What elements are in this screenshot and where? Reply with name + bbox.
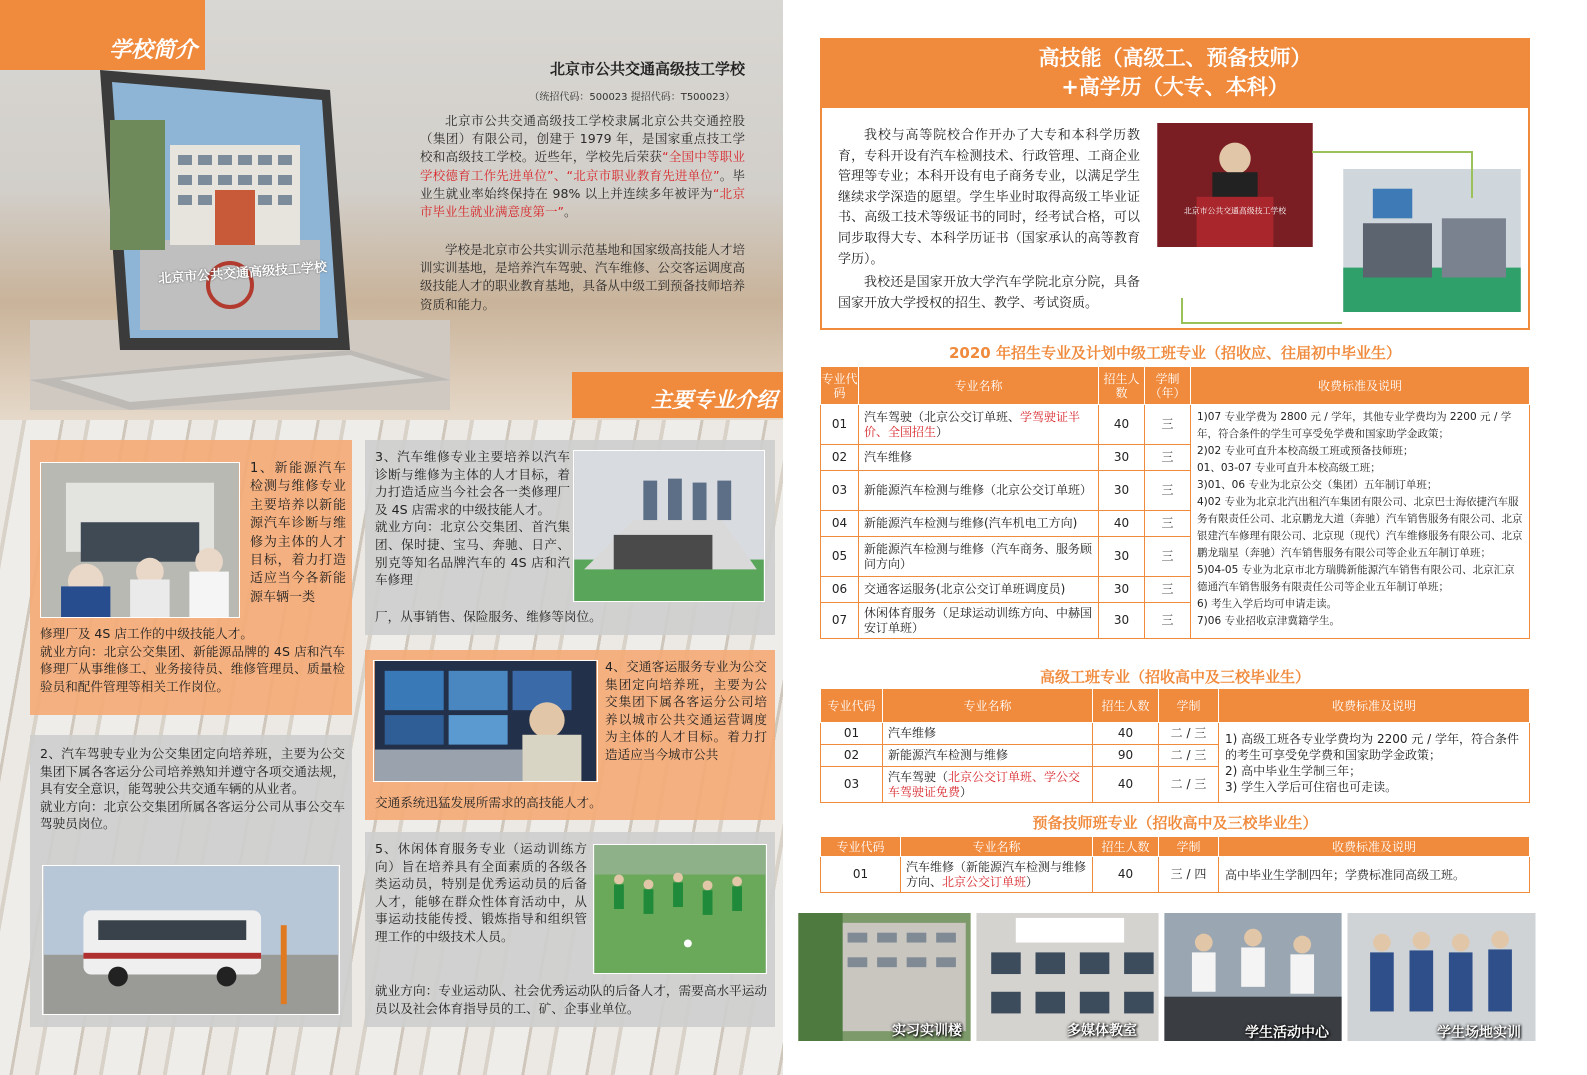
th-name: 专业名称 (859, 367, 1099, 405)
cell-code: 04 (821, 511, 859, 537)
section-title-advanced: 高级工班专业（招收高中及三校毕业生） (1039, 668, 1310, 686)
left-page (0, 0, 783, 1075)
majors-tab: 主要专业介绍 (572, 372, 783, 418)
cell-years: 二 / 三 (1159, 723, 1219, 745)
box5-bottom-text: 就业方向：专业运动队、社会优秀运动队的后备人才，需要高水平运动员以及社会体育指导员的工、矿、企事业单位。 (375, 983, 767, 1016)
hero-paragraph-1: 我校与高等院校合作开办了大专和本科学历教育，专科开设有汽车检测技术、行政管理、工商企业管理等专业；本科开设有电子商务专业，以满足学生继续求学深造的愿望。学生毕业时取得高级工毕业证书、高级工技术等级证书的同时，经考试合格，可以同步取得大专、本科学历证书（国家承认的高等教育学历）。 (838, 128, 1140, 267)
name-text: 汽车维修（新能源汽车检测与维修方向、 (906, 859, 1087, 889)
caption-training-building: 实习实训楼 (892, 1023, 962, 1039)
th-years: 学制 (1159, 837, 1219, 857)
box5-top-text: 5、休闲体育服务专业（运动训练方向）旨在培养具有全面素质的各级各类运动员，特别是优秀运动员的后备人才，能够在群众性体育活动中，从事运动技能传授、锻炼指导和组织管理工作的中级技术人员。 (375, 841, 587, 944)
hero-paragraph-2: 我校还是国家开放大学汽车学院北京分院，具备国家开放大学授权的招生、教学、考试资质。 (838, 275, 1140, 311)
table-row (821, 723, 1530, 745)
section-title-technician: 预备技师班专业（招收高中及三校毕业生） (1032, 814, 1318, 832)
cell-count: 40 (1093, 767, 1159, 803)
cell-count: 40 (1093, 723, 1159, 745)
name-text: 汽车驾驶（ (888, 769, 949, 784)
table-advanced (820, 688, 1530, 803)
caption-field-training: 学生场地实训 (1437, 1025, 1521, 1041)
box4-bottom-text: 交通系统迅猛发展所需求的高技能人才。 (375, 795, 602, 810)
th-note: 收费标准及说明 (1219, 689, 1530, 723)
hero-box (820, 108, 1530, 330)
note-line: 1)07 专业学费为 2800 元 / 学年，其他专业学费均为 2200 元 / 学年，符合条件的学生可享受免学费和国家助学金政策； (1197, 411, 1512, 440)
note-line: 2)02 专业可直升本校高级工班或预备技师班； (1197, 445, 1414, 457)
section-title-intermediate: 2020 年招生专业及计划中级工班专业（招收应、往届初中毕业生） (949, 344, 1401, 362)
laptop-illustration (30, 50, 450, 410)
cell-count: 30 (1099, 471, 1145, 511)
cell-count: 30 (1099, 445, 1145, 471)
caption-multimedia-classroom: 多媒体教室 (1067, 1023, 1137, 1039)
th-code: 专业代码 (821, 689, 883, 723)
table-header-row (821, 689, 1530, 723)
major-box-2 (30, 735, 352, 1027)
cell-count: 90 (1093, 745, 1159, 767)
cell-years: 三 (1145, 577, 1191, 603)
cell-code: 03 (821, 471, 859, 511)
box1-bottom-text: 修理厂及 4S 店工作的中级技能人才。 就业方向：北京公交集团、新能源品牌的 4S 店和汽车修理厂从事维修工、业务接待员、维修管理员、质量检验员和配件管理等相关工作岗位。 (40, 626, 345, 694)
name-tail: ） (1026, 874, 1039, 889)
cell-note (1219, 723, 1530, 803)
cell-years: 二 / 三 (1159, 745, 1219, 767)
box3-bottom-text: 厂，从事销售、保险服务、维修等岗位。 (375, 609, 602, 624)
cell-years: 二 / 三 (1159, 767, 1219, 803)
cell-code: 05 (821, 537, 859, 577)
laptop-sign-text: 北京市公共交通高级技工学校 (157, 260, 328, 287)
name-text: 汽车维修 (864, 450, 913, 464)
th-count: 招生人数 (1099, 367, 1145, 405)
name-text: 交通客运服务(北京公交订单班调度员) (864, 582, 1066, 596)
th-code: 专业代码 (821, 367, 859, 405)
note-line: 6) 考生入学后均可申请走读。 (1197, 598, 1338, 610)
th-name: 专业名称 (901, 837, 1093, 857)
note-line: 3)01、06 专业为北京公交（集团）五年制订单班； (1197, 479, 1438, 491)
football-photo (593, 844, 767, 974)
intro-text: 。毕业生就业率始终保持在 98% 以上并连续多年被评为 (420, 167, 745, 201)
cell-code: 01 (821, 723, 883, 745)
name-text: 汽车驾驶（北京公交订单班、 (864, 409, 1021, 424)
note-line: 01、03-07 专业可直升本校高级工班； (1197, 462, 1381, 474)
th-name: 专业名称 (883, 689, 1093, 723)
th-years: 学制（年） (1145, 367, 1191, 405)
cell-name (859, 405, 1099, 445)
note-line: 5)04-05 专业为北京市北方瑞腾新能源汽车销售有限公司、北京汇京德通汽车销售服务有限责任公司等企业五年制订单班； (1197, 564, 1515, 593)
name-highlight: 学驾驶证半价、全国招生 (864, 409, 1081, 439)
table-row (821, 857, 1530, 893)
cell-code: 01 (821, 405, 859, 445)
note-line: 7)06 专业招收京津冀籍学生。 (1197, 615, 1340, 627)
intro-paragraph-2: 学校是北京市公共实训示范基地和国家级高技能人才培训实训基地，是培养汽车驾驶、汽车维修、公交客运调度高级技能人才的职业教育基地，具备从中级工到预备技师培养资质和能力。 (420, 242, 746, 312)
th-count: 招生人数 (1093, 837, 1159, 857)
box1-top-text: 1、新能源汽车检测与维修专业主要培养以新能源汽车诊断与维修为主体的人才目标，着力打造适应当今各新能源车辆一类 (250, 461, 346, 605)
cell-note: 高中毕业生学制四年；学费标准同高级工班。 (1219, 857, 1530, 893)
cell-years: 三 (1145, 511, 1191, 537)
intro-highlight: “北京市毕业生就业满意度第一” (420, 185, 745, 220)
th-note: 收费标准及说明 (1219, 837, 1530, 857)
cell-name (901, 857, 1093, 893)
th-code: 专业代码 (821, 837, 901, 857)
cell-count: 30 (1099, 577, 1145, 603)
name-tail: ） (960, 784, 973, 799)
intro-paragraph-1 (420, 112, 745, 221)
cell-name (859, 603, 1099, 639)
cell-code: 03 (821, 767, 883, 803)
intro-highlight: “全国中等职业学校德育工作先进单位”、“北京市职业教育先进单位” (420, 149, 745, 183)
major-box-1 (30, 440, 352, 715)
box3-top-text: 3、汽车维修专业主要培养以汽车诊断与维修为主体的人才目标，着力打造适应当今社会各一类修理厂及 4S 店需求的中级技能人才。 就业方向：北京公交集团、首汽集团、保时捷、宝马、奔驰、日产、别克等知名品牌汽车的 4S 店和汽车修理 (375, 449, 570, 588)
major-box-4 (365, 650, 775, 820)
cell-code: 02 (821, 445, 859, 471)
major-box-5 (365, 832, 775, 1027)
name-text: 新能源汽车检测与维修 (888, 748, 1009, 762)
note-line: 2) 高中毕业生学制三年； (1225, 763, 1362, 778)
cell-name (883, 767, 1093, 803)
cell-name (859, 577, 1099, 603)
cell-name (859, 511, 1099, 537)
note-line: 1) 高级工班各专业学费均为 2200 元 / 学年，符合条件的考生可享受免学费和国家助学金政策； (1225, 731, 1519, 762)
school-code: （统招代码：500023 提招代码：T500023） (529, 92, 735, 103)
cell-count: 40 (1099, 405, 1145, 445)
name-text: 休闲体育服务（足球运动训练方向、中赫国安订单班） (864, 605, 1093, 635)
note-line: 4)02 专业为北京北汽出租汽车集团有限公司、北京巴士海依捷汽车服务有限责任公司、北京鹏龙大道（奔驰）汽车销售服务有限公司、北京银建汽车修理有限公司、北京现（现代）汽车维修服务有限公司、北京鹏龙瑞星（奔驰）汽车销售服务有限公司等企业五年制订单班； (1197, 496, 1523, 559)
cell-years: 三 (1145, 471, 1191, 511)
th-note: 收费标准及说明 (1191, 367, 1530, 405)
name-text: 新能源汽车检测与维修(汽车机电工方向) (864, 516, 1078, 530)
table-technician (820, 836, 1530, 893)
right-page (790, 0, 1587, 1075)
cell-name (883, 723, 1093, 745)
name-text: 新能源汽车检测与维修（北京公交订单班） (864, 483, 1093, 497)
cell-code: 02 (821, 745, 883, 767)
cell-code: 06 (821, 577, 859, 603)
table-header-row (821, 837, 1530, 857)
ev-repair-photo (40, 462, 240, 618)
th-years: 学制 (1159, 689, 1219, 723)
name-highlight: 北京公交订单班 (942, 874, 1027, 889)
cell-years: 三 (1145, 445, 1191, 471)
podium-sign: 北京市公共交通高级技工学校 (1183, 206, 1287, 216)
name-highlight: 北京公交订单班、学公交车驾驶证免费 (888, 769, 1081, 799)
intro-text: 北京市公共交通高级技工学校隶属北京公共交通控股（集团）有限公司，创建于 1979 年，是国家重点技工学校和高级技工学校。近些年，学校先后荣获 (420, 113, 745, 165)
cell-years: 三 / 四 (1159, 857, 1219, 893)
cell-count: 30 (1099, 537, 1145, 577)
cell-name (859, 445, 1099, 471)
note-line: 3) 学生入学后可住宿也可走读。 (1225, 779, 1398, 794)
hero-title-line-2: +高学历（大专、本科） (1061, 75, 1289, 99)
hero-title (820, 38, 1530, 108)
name-tail: ） (936, 424, 949, 439)
school-name: 北京市公共交通高级技工学校 (549, 60, 745, 78)
name-text: 汽车维修 (888, 726, 937, 740)
cell-code: 01 (821, 857, 901, 893)
table-row (821, 405, 1530, 445)
caption-student-activity: 学生活动中心 (1245, 1025, 1329, 1041)
name-text: 新能源汽车检测与维修（汽车商务、服务顾问方向） (864, 541, 1093, 571)
intro-tab: 学校简介 (0, 0, 205, 70)
cell-note (1191, 405, 1530, 639)
cell-count: 40 (1093, 857, 1159, 893)
cell-years: 三 (1145, 537, 1191, 577)
cell-count: 40 (1099, 511, 1145, 537)
major-box-3 (365, 440, 775, 635)
hero-title-line-1: 高技能（高级工、预备技师） (1038, 46, 1312, 70)
intro-text: 。 (563, 204, 577, 220)
th-count: 招生人数 (1093, 689, 1159, 723)
bus-photo (42, 865, 340, 1015)
cell-name (859, 471, 1099, 511)
cell-years: 三 (1145, 603, 1191, 639)
car-workshop-photo (573, 450, 765, 602)
cell-years: 三 (1145, 405, 1191, 445)
campus-photo-strip (797, 912, 1537, 1042)
cell-count: 30 (1099, 603, 1145, 639)
cell-name (883, 745, 1093, 767)
cell-code: 07 (821, 603, 859, 639)
table-intermediate (820, 366, 1530, 639)
box4-top-text: 4、交通客运服务专业为公交集团定向培养班，主要为公交集团下属各客运分公司培养以城市公共交通运营调度为主体的人才目标。着力打造适应当今城市公共 (605, 659, 767, 762)
cell-name (859, 537, 1099, 577)
decorative-lines (1152, 138, 1532, 338)
box2-text: 2、汽车驾驶专业为公交集团定向培养班，主要为公交集团下属各客运分公司培养熟知并遵守各项交通法规，具有安全意识，能驾驶公共交通车辆的从业者。 就业方向：北京公交集团所属各客运分公司从事公交车驾驶员岗位。 (40, 746, 345, 832)
dispatch-center-photo (373, 660, 598, 782)
table-header-row (821, 367, 1530, 405)
